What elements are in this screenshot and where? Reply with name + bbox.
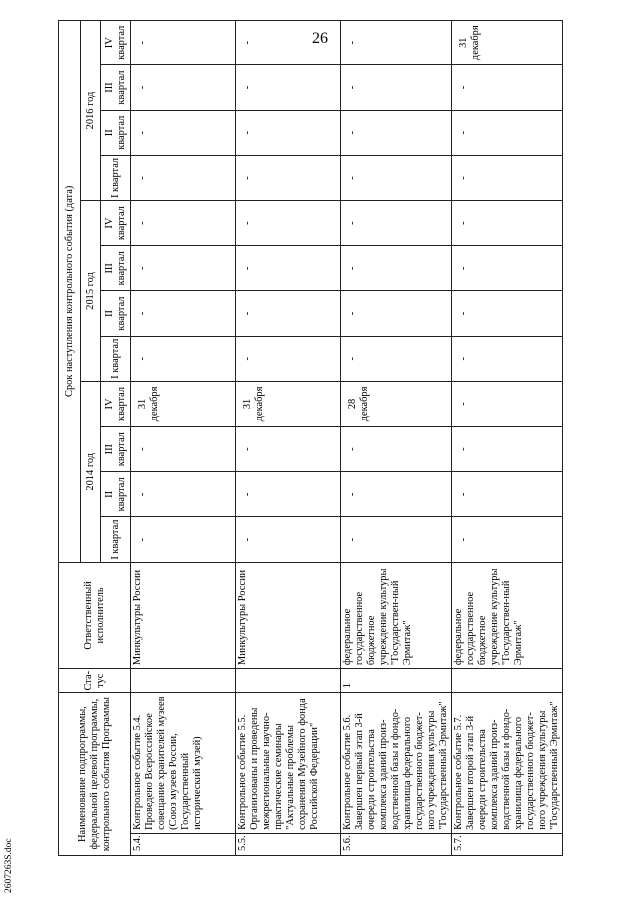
quarter-cell: - — [131, 517, 236, 562]
header-quarter: III квартал — [101, 427, 131, 472]
quarter-cell: - — [341, 201, 452, 246]
quarter-cell: - — [452, 110, 563, 155]
row-number: 5.4. — [131, 833, 236, 855]
header-quarter: II квартал — [101, 110, 131, 155]
quarter-cell: - — [131, 155, 236, 200]
header-quarter: II квартал — [101, 472, 131, 517]
executor-cell: Минкультуры России — [236, 562, 341, 668]
quarter-cell: - — [341, 21, 452, 65]
quarter-cell: - — [236, 517, 341, 562]
quarter-cell: - — [341, 246, 452, 291]
quarter-cell: - — [131, 201, 236, 246]
quarter-cell: - — [452, 336, 563, 381]
executor-cell: Минкультуры России — [131, 562, 236, 668]
table-row — [236, 21, 341, 856]
quarter-cell: - — [452, 472, 563, 517]
quarter-cell: - — [452, 291, 563, 336]
quarter-cell: - — [452, 65, 563, 110]
page-number: 26 — [312, 30, 328, 47]
quarter-cell: 31 декабря — [452, 21, 563, 65]
header-quarter: I квартал — [101, 517, 131, 562]
quarter-cell: - — [341, 155, 452, 200]
quarter-cell: - — [236, 427, 341, 472]
header-status: Ста-тус — [59, 669, 131, 693]
header-year: 2016 год — [81, 21, 101, 201]
quarter-cell: - — [131, 246, 236, 291]
header-year: 2015 год — [81, 201, 101, 382]
quarter-cell: - — [452, 381, 563, 426]
quarter-cell: - — [452, 427, 563, 472]
row-number: 5.6. — [341, 833, 452, 855]
quarter-cell: - — [341, 472, 452, 517]
status-cell — [131, 669, 236, 693]
status-cell — [236, 669, 341, 693]
quarter-cell: - — [236, 246, 341, 291]
header-quarter: IV квартал — [101, 201, 131, 246]
row-number: 5.7. — [452, 833, 563, 855]
quarter-cell: - — [236, 110, 341, 155]
quarter-cell: - — [131, 21, 236, 65]
header-executor: Ответственный исполнитель — [59, 562, 131, 668]
quarter-cell: - — [341, 110, 452, 155]
quarter-cell: - — [236, 291, 341, 336]
table-row — [452, 21, 563, 856]
document-footer: 2607263S.doc — [4, 838, 14, 893]
header-name: Наименование подпрограммы, федеральной целевой программы, контрольного события Программы — [59, 693, 131, 856]
quarter-cell: - — [131, 65, 236, 110]
quarter-cell: - — [341, 336, 452, 381]
quarter-cell: - — [452, 155, 563, 200]
table-row — [341, 21, 452, 856]
quarter-cell: - — [341, 65, 452, 110]
event-name: Контрольное событие 5.4. Проведено Всероссийское совещание хранителей музеев (Союз музеев России, Государственный исторический музей) — [131, 693, 236, 834]
control-events-table — [58, 20, 563, 856]
quarter-cell: - — [236, 472, 341, 517]
quarter-cell: 28 декабря — [341, 381, 452, 426]
quarter-cell: - — [131, 336, 236, 381]
quarter-cell: - — [236, 336, 341, 381]
event-name: Контрольное событие 5.5. Организованы и проведены межрегиональные научно-практические семинары "Актуальные проблемы сохранения Музейного фонда Российской Федерации" — [236, 693, 341, 834]
header-quarter: III квартал — [101, 246, 131, 291]
header-quarter: II квартал — [101, 291, 131, 336]
table-row — [131, 21, 236, 856]
quarter-cell: - — [452, 201, 563, 246]
quarter-cell: 31 декабря — [131, 381, 236, 426]
quarter-cell: - — [236, 155, 341, 200]
event-name: Контрольное событие 5.6. Завершен первый этап 3-й очереди строительства комплекса зданий произ-водственной базы и фондо-хранилища федерального государственного бюджет-ного учреждения культуры "Государственный Эрмитаж" — [341, 693, 452, 834]
header-year: 2014 год — [81, 381, 101, 562]
quarter-cell: - — [131, 427, 236, 472]
quarter-cell: - — [131, 291, 236, 336]
quarter-cell: - — [236, 65, 341, 110]
quarter-cell: - — [452, 246, 563, 291]
status-cell: 1 — [341, 669, 452, 693]
header-quarter: III квартал — [101, 65, 131, 110]
quarter-cell: 31 декабря — [236, 381, 341, 426]
header-quarter: I квартал — [101, 336, 131, 381]
rotated-table-container — [58, 20, 580, 856]
executor-cell: федеральное государственное бюджетное учреждение культуры "Государствен-ный Эрмитаж" — [341, 562, 452, 668]
header-deadline: Срок наступления контрольного события (дата) — [59, 21, 81, 563]
row-number: 5.5. — [236, 833, 341, 855]
quarter-cell: - — [341, 517, 452, 562]
quarter-cell: - — [452, 517, 563, 562]
quarter-cell: - — [341, 427, 452, 472]
quarter-cell: - — [131, 110, 236, 155]
executor-cell: федеральное государственное бюджетное учреждение культуры "Государствен-ный Эрмитаж" — [452, 562, 563, 668]
quarter-cell: - — [131, 472, 236, 517]
quarter-cell: - — [236, 21, 341, 65]
quarter-cell: - — [341, 291, 452, 336]
status-cell — [452, 669, 563, 693]
header-quarter: I квартал — [101, 155, 131, 200]
quarter-cell: - — [236, 201, 341, 246]
header-quarter: IV квартал — [101, 381, 131, 426]
event-name: Контрольное событие 5.7. Завершен второй этап 3-й очереди строительства комплекса зданий произ-водственной базы и фондо-хранилища федерального государственного бюджет-ного учреждения культуры "Государственный Эрмитаж" — [452, 693, 563, 834]
header-quarter: IV квартал — [101, 21, 131, 65]
